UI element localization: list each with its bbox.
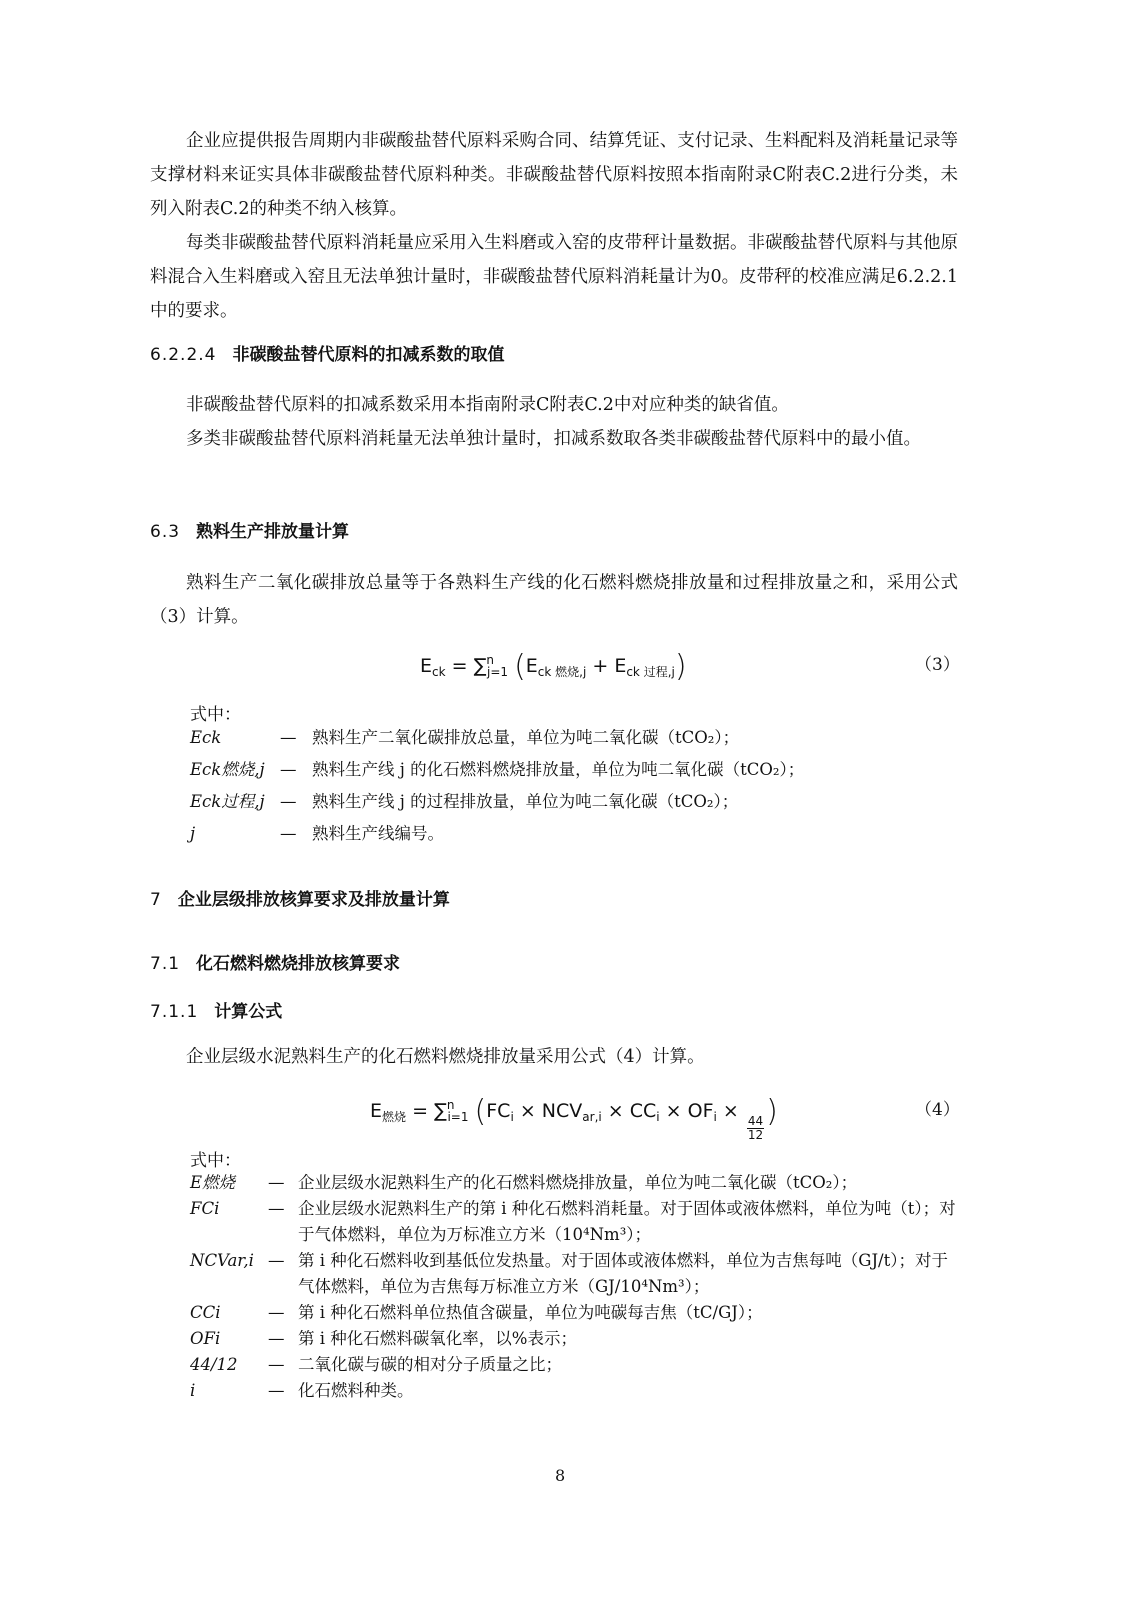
definition-symbol: Eck燃烧,j [190,760,265,779]
heading-title: 化石燃料燃烧排放核算要求 [196,954,401,974]
definition-symbol: i [190,1381,196,1400]
page-number: 8 [555,1466,566,1485]
definition-symbol: OFi [190,1329,221,1348]
definition-row: OFi — 第 i 种化石燃料碳氧化率，以%表示； [190,1326,960,1352]
paragraph-clinker-total: 熟料生产二氧化碳排放总量等于各熟料生产线的化石燃料燃烧排放量和过程排放量之和，采用公式（3）计算。 [150,573,958,627]
definition-symbol: FCi [190,1199,220,1218]
definition-symbol: CCi [190,1303,221,1322]
definition-symbol: j [190,824,196,843]
definition-symbol: 44/12 [190,1355,238,1374]
formula-4-definitions [190,1170,960,1404]
paragraph-belt-scale: 每类非碳酸盐替代原料消耗量应采用入生料磨或入窑的皮带秤计量数据。非碳酸盐替代原料与其他原料混合入生料磨或入窑且无法单独计量时，非碳酸盐替代原料消耗量计为0。皮带秤的校准应满足6.2.2.1中的要求。 [150,233,958,321]
heading-7 [150,888,450,912]
heading-6-2-2-4 [150,343,504,367]
heading-title: 熟料生产排放量计算 [196,522,350,542]
definition-row: i — 化石燃料种类。 [190,1378,960,1404]
heading-number: 7.1 [150,954,181,974]
heading-number: 7.1.1 [150,1002,199,1022]
paragraph-deduction-default: 非碳酸盐替代原料的扣减系数采用本指南附录C附表C.2中对应种类的缺省值。 [186,395,789,415]
heading-title: 计算公式 [214,1002,283,1022]
heading-7-1 [150,952,400,976]
heading-6-3 [150,520,349,544]
heading-title: 企业层级排放核算要求及排放量计算 [177,890,450,910]
formula-4: $E_{燃烧} = \sum^n_{i=1}$ ($FC_i \times NCV_{ar,i} \times CC_i \times OF_i$ × $\frac{44}{12}$ ) [370,1094,778,1142]
definition-row: NCVar,i — 第 i 种化石燃料收到基低位发热量。对于固体或液体燃料，单位为吉焦每吨（GJ/t）；对于气体燃料，单位为吉焦每万标准立方米（GJ/10⁴Nm³）； [190,1248,960,1300]
definition-row: CCi — 第 i 种化石燃料单位热值含碳量，单位为吨碳每吉焦（tC/GJ）； [190,1300,960,1326]
heading-7-1-1 [150,1000,282,1024]
definition-row: j — 熟料生产线编号。 [190,818,970,850]
heading-number: 6.3 [150,522,181,542]
heading-number: 7 [150,890,162,910]
formula-3: $E_{ck} = \sum^n_{j=1}$ $(E_{ck 燃烧,j} + E_{ck 过程,j})$ [420,649,687,684]
heading-number: 6.2.2.4 [150,345,217,365]
paragraph-supporting-materials: 企业应提供报告周期内非碳酸盐替代原料采购合同、结算凭证、支付记录、生料配料及消耗量记录等支撑材料来证实具体非碳酸盐替代原料种类。非碳酸盐替代原料按照本指南附录C附表C.2进行分类，未列入附表C.2的种类不纳入核算。 [150,131,958,219]
definition-row: Eck过程,j — 熟料生产线 j 的过程排放量，单位为吨二氧化碳（tCO₂）； [190,786,970,818]
definition-row: Eck燃烧,j — 熟料生产线 j 的化石燃料燃烧排放量，单位为吨二氧化碳（tCO₂）； [190,754,970,786]
formula-3-definitions [190,722,970,850]
definition-row: E燃烧 — 企业层级水泥熟料生产的化石燃料燃烧排放量，单位为吨二氧化碳（tCO₂）； [190,1170,960,1196]
where-label: 式中： [190,705,241,725]
definition-symbol: NCVar,i [190,1251,254,1270]
paragraph-fuel-emission: 企业层级水泥熟料生产的化石燃料燃烧排放量采用公式（4）计算。 [186,1047,705,1067]
definition-row: FCi — 企业层级水泥熟料生产的第 i 种化石燃料消耗量。对于固体或液体燃料，单位为吨（t）；对于气体燃料，单位为万标准立方米（10⁴Nm³）； [190,1196,960,1248]
heading-title: 非碳酸盐替代原料的扣减系数的取值 [232,345,505,365]
definition-row: Eck — 熟料生产二氧化碳排放总量，单位为吨二氧化碳（tCO₂）； [190,722,970,754]
definition-symbol: Eck过程,j [190,792,265,811]
formula-4-number: （4） [915,1100,960,1120]
definition-symbol: Eck [190,728,222,747]
formula-3-number: （3） [915,655,960,675]
definition-row: 44/12 — 二氧化碳与碳的相对分子质量之比； [190,1352,960,1378]
where-label: 式中： [190,1151,241,1171]
paragraph-deduction-minimum: 多类非碳酸盐替代原料消耗量无法单独计量时，扣减系数取各类非碳酸盐替代原料中的最小值。 [186,429,921,449]
definition-symbol: E燃烧 [190,1173,236,1192]
